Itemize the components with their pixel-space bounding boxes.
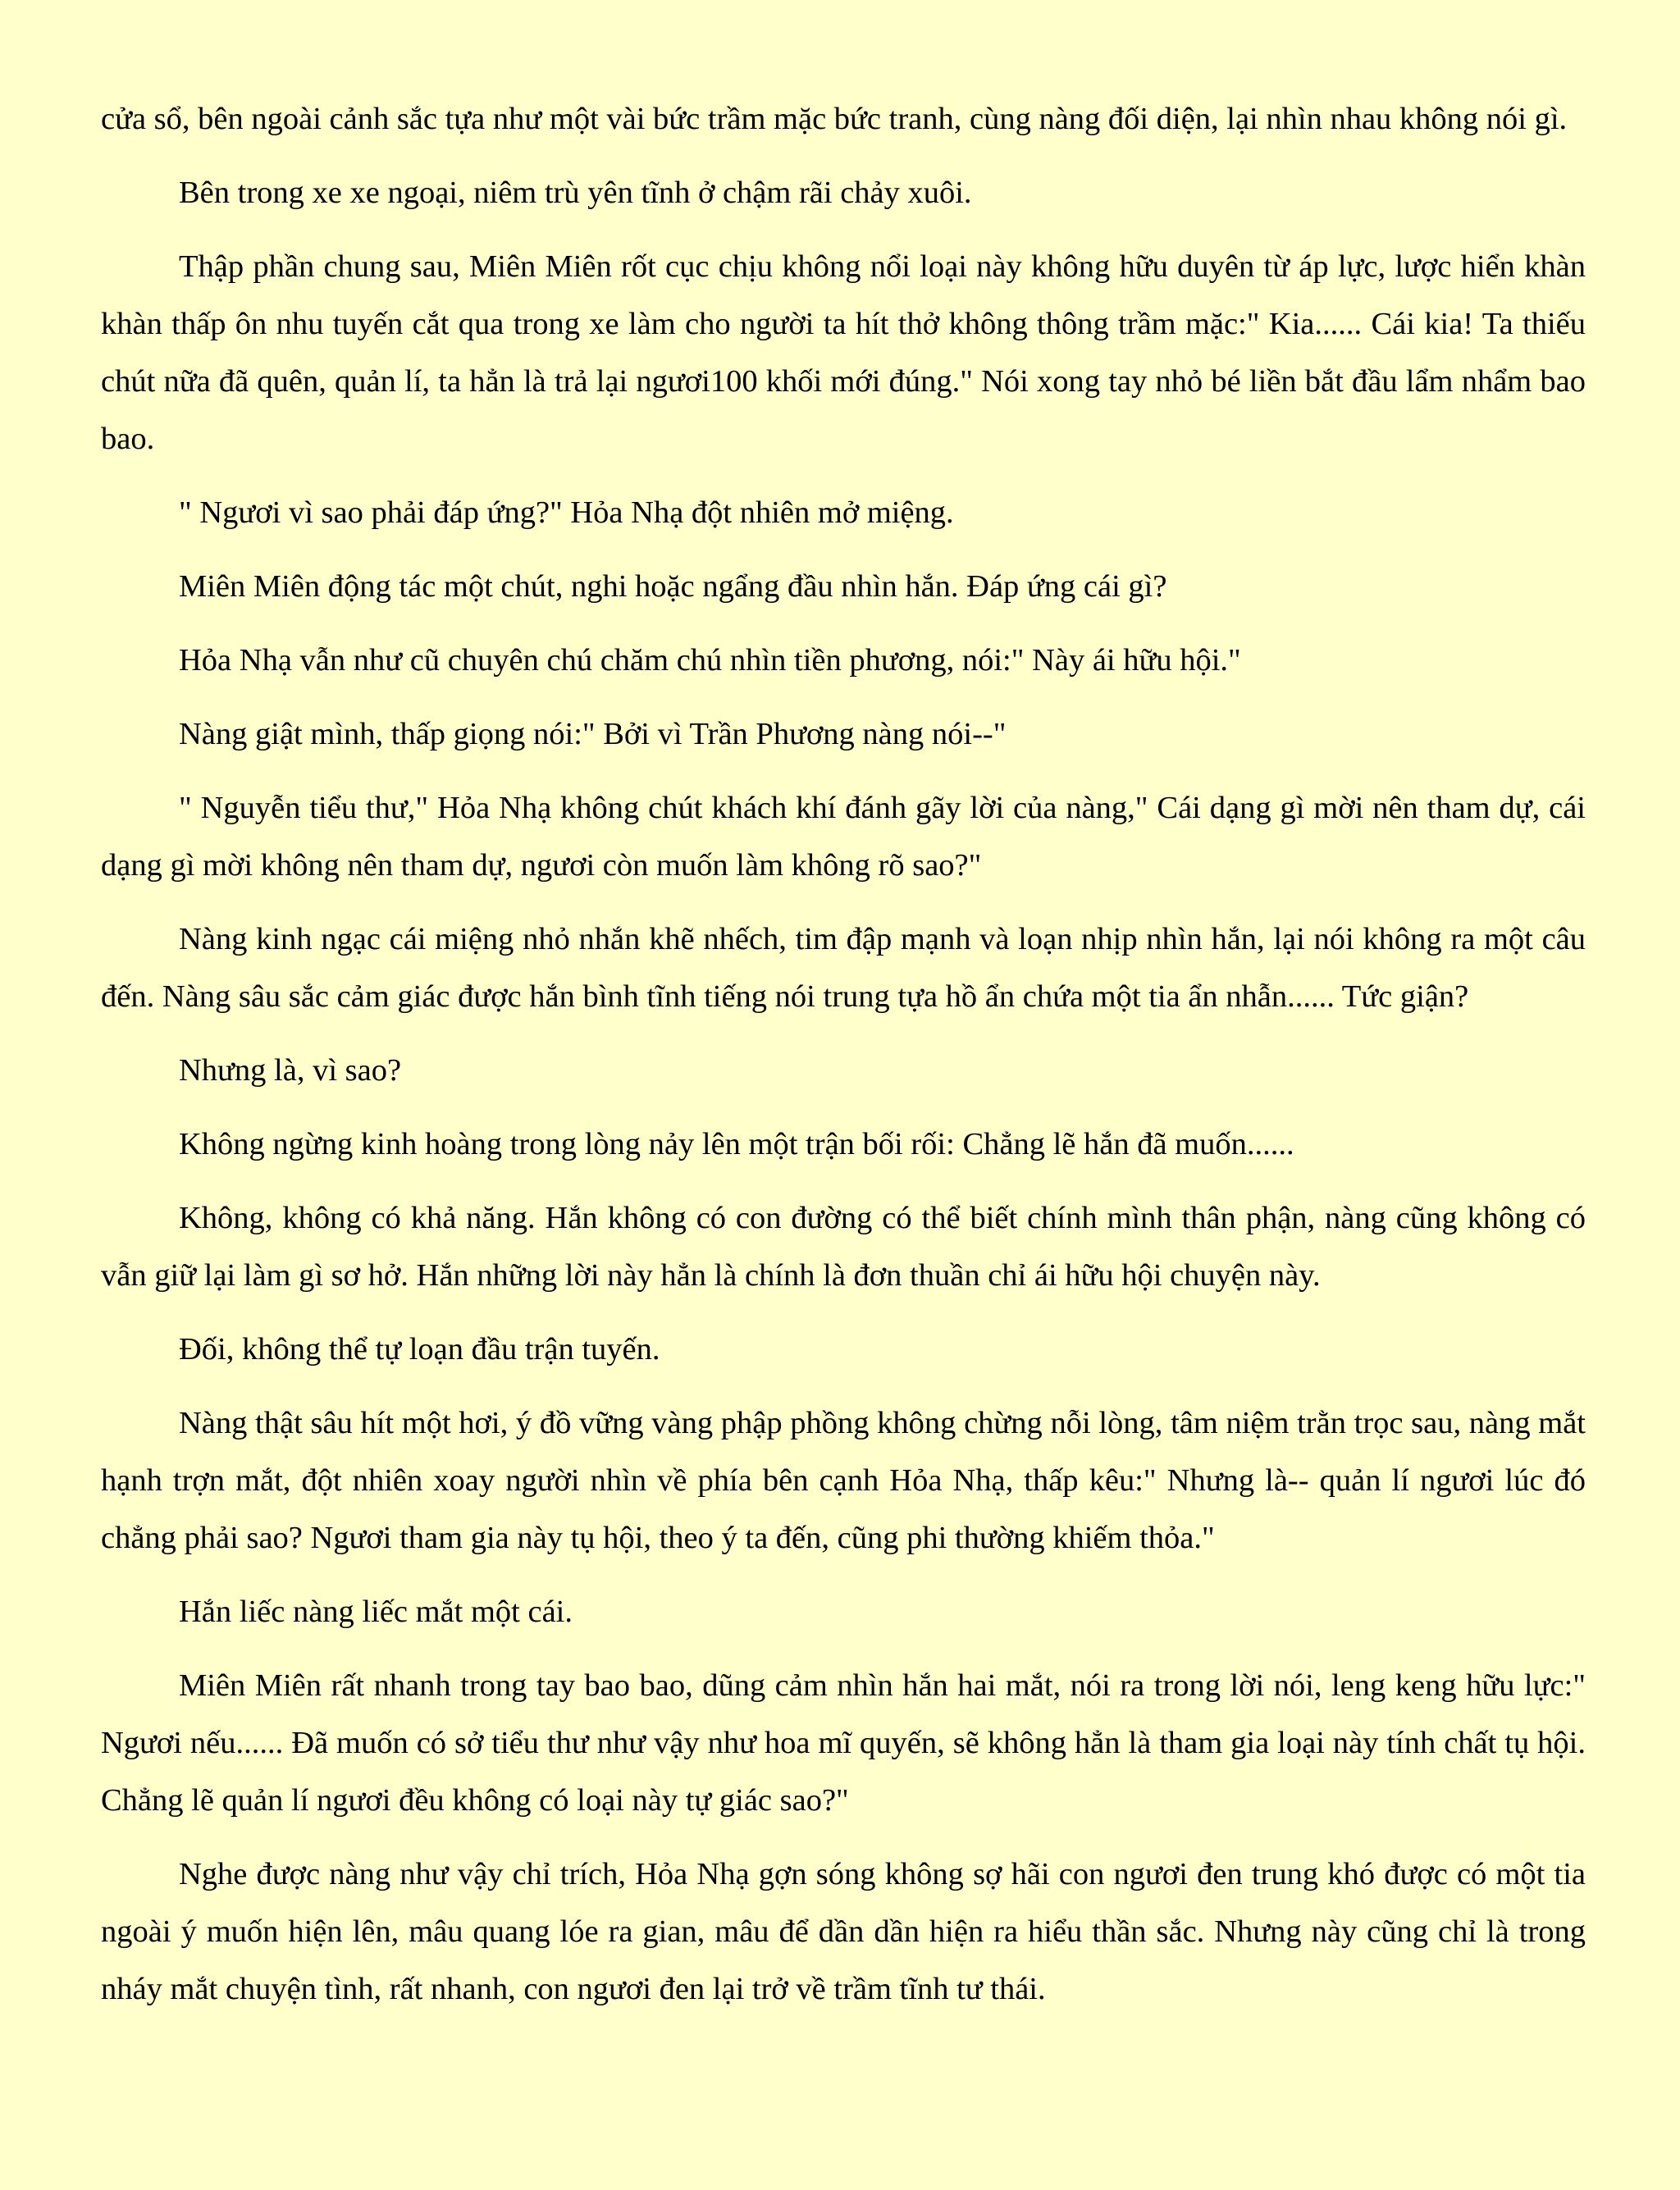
paragraph-11: Không ngừng kinh hoàng trong lòng nảy lên một trận bối rối: Chẳng lẽ hắn đã muốn...... <box>179 1127 1294 1161</box>
paragraph-15: Hắn liếc nàng liếc mắt một cái. <box>179 1595 573 1629</box>
paragraph-13: Đối, không thể tự loạn đầu trận tuyến. <box>179 1332 660 1366</box>
paragraph-16: Miên Miên rất nhanh trong tay bao bao, dũng cảm nhìn hắn hai mắt, nói ra trong lời nói, leng keng hữu lực:" Ngươi nếu...... Đã muốn có sở tiểu thư như vậy như hoa mĩ quyến, sẽ không hẳn là tham gia loại này tính chất tụ hội. Chẳng lẽ quản lí ngươi đều không có loại này tự giác sao?" <box>101 1668 1586 1818</box>
paragraph-9: Nàng kinh ngạc cái miệng nhỏ nhắn khẽ nhếch, tim đập mạnh và loạn nhịp nhìn hắn, lại nói không ra một câu đến. Nàng sâu sắc cảm giác được hắn bình tĩnh tiếng nói trung tựa hồ ẩn chứa một tia ẩn nhẫn...... Tức giận? <box>101 922 1586 1014</box>
paragraph-14: Nàng thật sâu hít một hơi, ý đồ vững vàng phập phồng không chừng nỗi lòng, tâm niệm trằn trọc sau, nàng mắt hạnh trợn mắt, đột nhiên xoay người nhìn về phía bên cạnh Hỏa Nhạ, thấp kêu:" Nhưng là-- quản lí ngươi lúc đó chẳng phải sao? Ngươi tham gia này tụ hội, theo ý ta đến, cũng phi thường khiếm thỏa." <box>101 1406 1586 1555</box>
paragraph-5: Miên Miên động tác một chút, nghi hoặc ngẩng đầu nhìn hắn. Đáp ứng cái gì? <box>179 569 1167 604</box>
paragraph-17: Nghe được nàng như vậy chỉ trích, Hỏa Nhạ gợn sóng không sợ hãi con ngươi đen trung khó được có một tia ngoài ý muốn hiện lên, mâu quang lóe ra gian, mâu để dần dần hiện ra hiểu thần sắc. Nhưng này cũng chỉ là trong nháy mắt chuyện tình, rất nhanh, con ngươi đen lại trở về trầm tĩnh tư thái. <box>101 1857 1586 2006</box>
paragraph-8: " Nguyễn tiểu thư," Hỏa Nhạ không chút khách khí đánh gãy lời của nàng," Cái dạng gì mời nên tham dự, cái dạng gì mời không nên tham dự, ngươi còn muốn làm không rõ sao?" <box>101 791 1586 883</box>
text-body <box>101 90 1586 2018</box>
paragraph-1: cửa sổ, bên ngoài cảnh sắc tựa như một vài bức trầm mặc bức tranh, cùng nàng đối diện, lại nhìn nhau không nói gì. <box>101 102 1568 136</box>
paragraph-7: Nàng giật mình, thấp giọng nói:" Bởi vì Trần Phương nàng nói--" <box>179 717 1007 751</box>
paragraph-12: Không, không có khả năng. Hắn không có con đường có thể biết chính mình thân phận, nàng cũng không có vẫn giữ lại làm gì sơ hở. Hắn những lời này hẳn là chính là đơn thuần chỉ ái hữu hội chuyện này. <box>101 1201 1586 1293</box>
paragraph-2: Bên trong xe xe ngoại, niêm trù yên tĩnh ở chậm rãi chảy xuôi. <box>179 176 972 210</box>
paragraph-4: " Ngươi vì sao phải đáp ứng?" Hỏa Nhạ đột nhiên mở miệng. <box>179 495 954 530</box>
paragraph-3: Thập phần chung sau, Miên Miên rốt cục chịu không nổi loại này không hữu duyên từ áp lực, lược hiển khàn khàn thấp ôn nhu tuyến cắt qua trong xe làm cho người ta hít thở không thông trầm mặc:" Kia...... Cái kia! Ta thiếu chút nữa đã quên, quản lí, ta hẳn là trả lại ngươi100 khối mới đúng." Nói xong tay nhỏ bé liền bắt đầu lẩm nhẩm bao bao. <box>101 249 1586 456</box>
paragraph-6: Hỏa Nhạ vẫn như cũ chuyên chú chăm chú nhìn tiền phương, nói:" Này ái hữu hội." <box>179 643 1241 678</box>
paragraph-10: Nhưng là, vì sao? <box>179 1053 402 1088</box>
